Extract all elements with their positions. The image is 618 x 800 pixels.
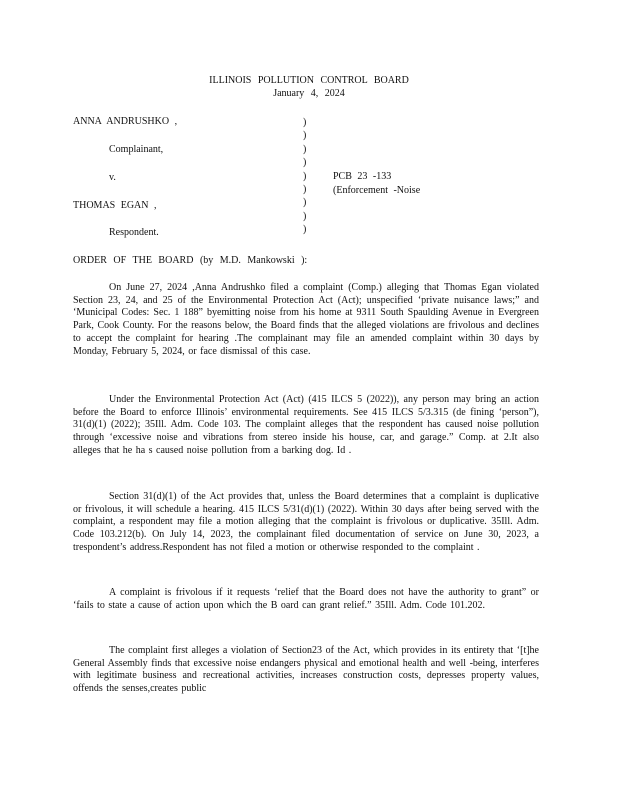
paren: ) <box>303 170 307 182</box>
case-number: PCB 23 -133 <box>333 171 392 182</box>
paragraph-4: A complaint is frivolous if it requests ‘relief that the Board does not have the authority to grant” or ‘fails to state a cause of action upon which the B oard can grant relief.” 35Ill. Adm. Code 101.202. <box>73 587 539 611</box>
order-title: ORDER OF THE BOARD (by M.D. Mankowski ): <box>73 255 308 266</box>
paren: ) <box>303 197 307 209</box>
paragraph-3: Section 31(d)(1) of the Act provides that, unless the Board determines that a complaint is duplicative or frivolous, it will schedule a hearing. 415 ILCS 5/31(d)(1) (2022). Within 30 days after being served with the complaint, a respondent may file a motion alleging that the complaint is frivolous or duplicative. 35Ill. Adm. Code 103.212(b). On July 14, 2023, the complainant filed documentation of service on June 30, 2023, a trespondent’s address.Respondent has not filed a motion or otherwise responded to the complaint . <box>73 491 539 553</box>
case-type: (Enforcement -Noise <box>333 185 421 196</box>
case-caption <box>73 116 553 246</box>
paragraph-1: On June 27, 2024 ,Anna Andrushko filed a complaint (Comp.) alleging that Thomas Egan violated Section 23, 24, and 25 of the Environmental Protection Act (Act); unspecified ‘private nuisance laws;” and ‘Municipal Codes: Sec. 1 188” byemitting noise from his home at 9311 South Spaulding Avenue in Evergreen Park, Cook County. For the reasons below, the Board finds that the alleged violations are frivolous and declines to accept the complaint for hearing .The complainant may file an amended complaint within 30 days by Monday, February 5, 2024, or face dismissal of this case. <box>73 282 539 357</box>
paren: ) <box>303 157 307 169</box>
order-date: January 4, 2024 <box>273 88 345 99</box>
case-info <box>333 170 420 198</box>
paren: ) <box>303 224 307 236</box>
paren: ) <box>303 210 307 222</box>
paren: ) <box>303 183 307 195</box>
paren: ) <box>303 117 307 128</box>
versus-label: v. <box>109 172 116 183</box>
complainant-role: Complainant, <box>109 144 164 155</box>
paragraph-2: Under the Environmental Protection Act (Act) (415 ILCS 5 (2022)), any person may bring an action before the Board to enforce Illinois’ environmental requirements. See 415 ILCS 5/3.315 (de fining ‘person”), 31(d)(1) (2022); 35Ill. Adm. Code 103. The complaint alleges that the respondent has caused noise pollution through ‘excessive noise and vibrations from stereo inside his house, car, and garage.” Comp. at 2.It also alleges that he ha s caused noise pollution from a barking dog. Id . <box>73 394 539 456</box>
complainant-name: ANNA ANDRUSHKO , <box>73 116 178 127</box>
paren: ) <box>303 143 307 155</box>
document-header <box>0 74 618 100</box>
paren: ) <box>303 130 307 142</box>
respondent-name: THOMAS EGAN , <box>73 200 157 211</box>
respondent-role: Respondent. <box>109 227 159 238</box>
paragraph-5: The complaint first alleges a violation of Section23 of the Act, which provides in its entirety that ‘[t]he General Assembly finds that excessive noise endangers physical and emotional health and well -being, interferes with legitimate business and recreational activities, increases construction costs, depresses property values, offends the senses,creates public <box>73 645 539 695</box>
caption-bracket <box>303 116 313 237</box>
agency-name: ILLINOIS POLLUTION CONTROL BOARD <box>209 75 409 86</box>
